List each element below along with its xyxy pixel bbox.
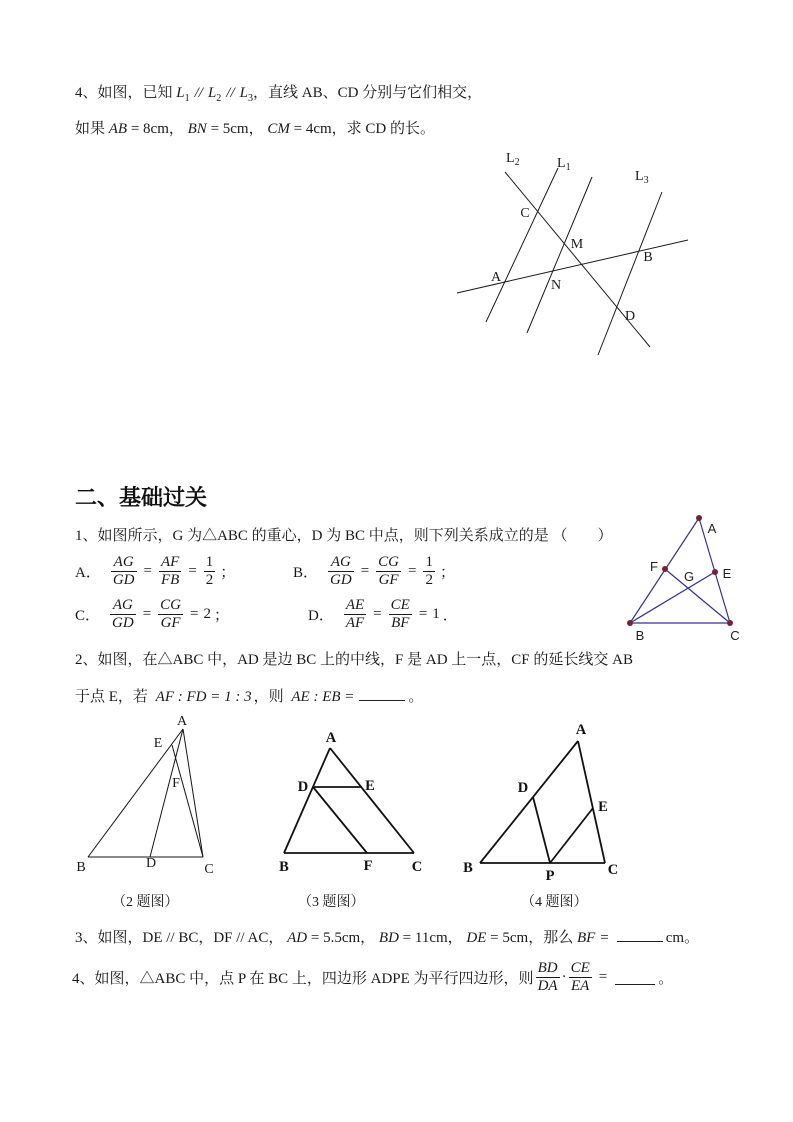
math-var: L (176, 85, 185, 101)
caption-fig3: （3 题图） (298, 895, 365, 910)
math-var: BF (576, 930, 596, 946)
unit-segment: cm。 (665, 930, 700, 946)
figure-parallel-lines (440, 145, 700, 360)
point-label-f: F (363, 858, 373, 874)
figure-q4-parallelogram-triangle (453, 708, 633, 888)
text-segment: 4、如图，已知 (75, 85, 177, 101)
point-label-c: C (607, 862, 619, 878)
point-label-b: B (279, 859, 289, 875)
point-label-e: E (153, 736, 163, 751)
q2-line1: 2、如图，在△ABC 中，AD 是边 BC 上的中线，F 是 AD 上一点，CF 的延长线交 AB (75, 652, 633, 668)
text-segment: 如果 (75, 121, 109, 137)
multiply-dot: · (561, 968, 567, 985)
punctuation: ； (220, 564, 236, 581)
equals-sign: = (143, 562, 152, 579)
option-label: A． (75, 564, 101, 581)
point-label-e: E (365, 778, 375, 794)
point-label-a: A (575, 722, 587, 738)
vertex-dot-f (662, 566, 668, 572)
q1-option-d (308, 597, 458, 632)
math-expression: AE : EB = (291, 689, 355, 705)
subscript: 2 (216, 93, 222, 104)
fraction: $\frac{CE}{BF}$ (390, 597, 410, 631)
punctuation: ； (439, 564, 455, 581)
point-label-a: A (325, 730, 337, 746)
fraction: $\frac{CG}{GF}$ (160, 597, 181, 631)
fraction: $\frac{AG}{GD}$ (112, 554, 135, 588)
label-l2: $L_2$ (506, 151, 520, 168)
point-label-e: E (598, 799, 608, 815)
option-label: D． (308, 607, 334, 624)
fraction: $\frac{1}{2}$ (205, 554, 214, 588)
option-label: B． (293, 564, 319, 581)
value-segment: = 8cm， (127, 121, 188, 137)
text-segment: 3、如图，DE // BC，DF // AC， (75, 930, 288, 946)
value-segment: = 5.5cm， (307, 930, 379, 946)
q4-text (72, 952, 673, 1002)
subscript: 3 (247, 93, 253, 104)
answer-blank (615, 970, 655, 985)
segment-ce (172, 745, 203, 857)
vertex-dot-e (712, 569, 718, 575)
text-segment: 求 CD 的长。 (346, 121, 435, 137)
vertex-dot-b (627, 620, 633, 626)
math-var: AD (287, 930, 308, 946)
q4-intersect-line1 (75, 84, 482, 105)
point-label-a: A (707, 521, 717, 536)
figure-q3-parallel-segments (263, 713, 433, 878)
equals-sign: = (360, 562, 370, 579)
segment-df (313, 787, 367, 853)
point-label-m: M (570, 237, 584, 252)
text-segment: ，则 (253, 689, 288, 705)
parallel-symbol: // (226, 85, 235, 101)
punctuation: 。 (658, 970, 674, 987)
math-var: CM (267, 121, 290, 137)
equals-sign: = (600, 930, 609, 946)
text-segment: 4、如图，△ABC 中，点 P 在 BC 上，四边形 ADPE 为平行四边形，则 (72, 970, 534, 987)
equals-sign: = (142, 605, 152, 622)
caption-fig2: （2 题图） (112, 895, 179, 910)
fraction: $\frac{CE}{EA}$ (570, 959, 590, 994)
point-label-d: D (517, 780, 529, 796)
line-l1 (527, 177, 592, 333)
line-l2 (486, 168, 558, 322)
section-title: 二、基础过关 (75, 485, 208, 510)
q1-option-b (293, 554, 455, 589)
answer-blank (617, 927, 663, 942)
math-var: AB (108, 121, 128, 137)
edge-ac (183, 729, 203, 857)
point-label-c: C (204, 862, 214, 877)
text-segment: ，直线 AB、CD 分别与它们相交， (252, 85, 483, 101)
text-segment: 那么 (543, 930, 577, 946)
fraction: $\frac{CG}{GF}$ (378, 554, 399, 588)
equals-sign: = (190, 605, 199, 622)
math-var: BD (378, 930, 399, 946)
point-label-d: D (145, 856, 157, 871)
label-l1: $L_1$ (557, 156, 571, 173)
caption-fig4: （4 题图） (521, 895, 588, 910)
math-var: L (207, 85, 217, 101)
fraction: $\frac{1}{2}$ (425, 554, 433, 588)
punctuation: 。 (408, 689, 424, 705)
edge-ab (88, 729, 183, 857)
point-label-f: F (172, 776, 180, 791)
text-segment: 于点 E，若 (75, 689, 152, 705)
edge-ac (330, 748, 414, 853)
math-var: L (239, 85, 248, 101)
value-segment: = 11cm， (398, 930, 467, 946)
point-label-c: C (730, 628, 740, 643)
point-label-f: F (650, 559, 658, 574)
value-segment: = 4cm， (289, 121, 347, 137)
equals-sign: = (188, 562, 197, 579)
point-label-b: B (643, 250, 653, 265)
value-segment: = 5cm， (206, 121, 268, 137)
q1-text: 1、如图所示，G 为△ABC 的重心，D 为 BC 中点，则下列关系成立的是 （ ） (75, 528, 613, 544)
figure-centroid-triangle (616, 497, 791, 647)
equals-sign: = (408, 562, 417, 579)
equals-sign: = (598, 968, 608, 985)
cevian-be (630, 572, 715, 623)
point-label-e: E (722, 566, 732, 581)
answer-blank (359, 686, 405, 701)
fraction: $\frac{BD}{DA}$ (537, 959, 558, 994)
fraction: $\frac{AE}{AF}$ (345, 597, 365, 631)
q4-intersect-line2 (75, 120, 435, 138)
figure-q2-median-triangle (58, 703, 233, 883)
math-var: DE (466, 930, 487, 946)
equals-sign: = (373, 605, 382, 622)
segment-dp (533, 797, 550, 863)
point-label-d: D (624, 309, 636, 324)
point-label-g: G (683, 569, 695, 584)
segment-pe (550, 808, 593, 863)
equals-sign: = (418, 605, 428, 622)
option-value: 1 (432, 605, 440, 622)
point-label-a: A (176, 714, 188, 729)
subscript: 1 (184, 93, 190, 104)
parallel-symbol: // (194, 85, 203, 101)
math-var: BN (187, 121, 207, 137)
q3-text (75, 927, 699, 947)
line-l3 (598, 192, 662, 355)
fraction: $\frac{AG}{GD}$ (330, 554, 352, 588)
point-label-p: P (545, 868, 555, 884)
point-label-a: A (490, 270, 502, 285)
option-value: 2 (203, 605, 211, 622)
option-label: C． (75, 607, 101, 624)
q1-option-c (75, 597, 229, 632)
point-label-b: B (76, 860, 86, 875)
point-label-c: C (520, 206, 530, 221)
point-label-n: N (550, 278, 562, 293)
fraction: $\frac{AG}{GD}$ (112, 597, 134, 631)
value-segment: = 5cm， (486, 930, 544, 946)
point-label-c: C (411, 859, 423, 875)
vertex-dot-c (727, 620, 733, 626)
punctuation: ． (442, 607, 458, 624)
math-expression: AF : FD = 1 : 3 (155, 689, 252, 705)
vertex-dot-a (696, 515, 702, 521)
punctuation: ； (213, 607, 229, 624)
q1-option-a (75, 554, 235, 589)
point-label-b: B (463, 860, 473, 876)
point-label-d: D (297, 779, 309, 795)
fraction: $\frac{AF}{FB}$ (160, 554, 180, 588)
point-label-b: B (635, 628, 645, 643)
label-l3: $L_3$ (635, 169, 649, 186)
